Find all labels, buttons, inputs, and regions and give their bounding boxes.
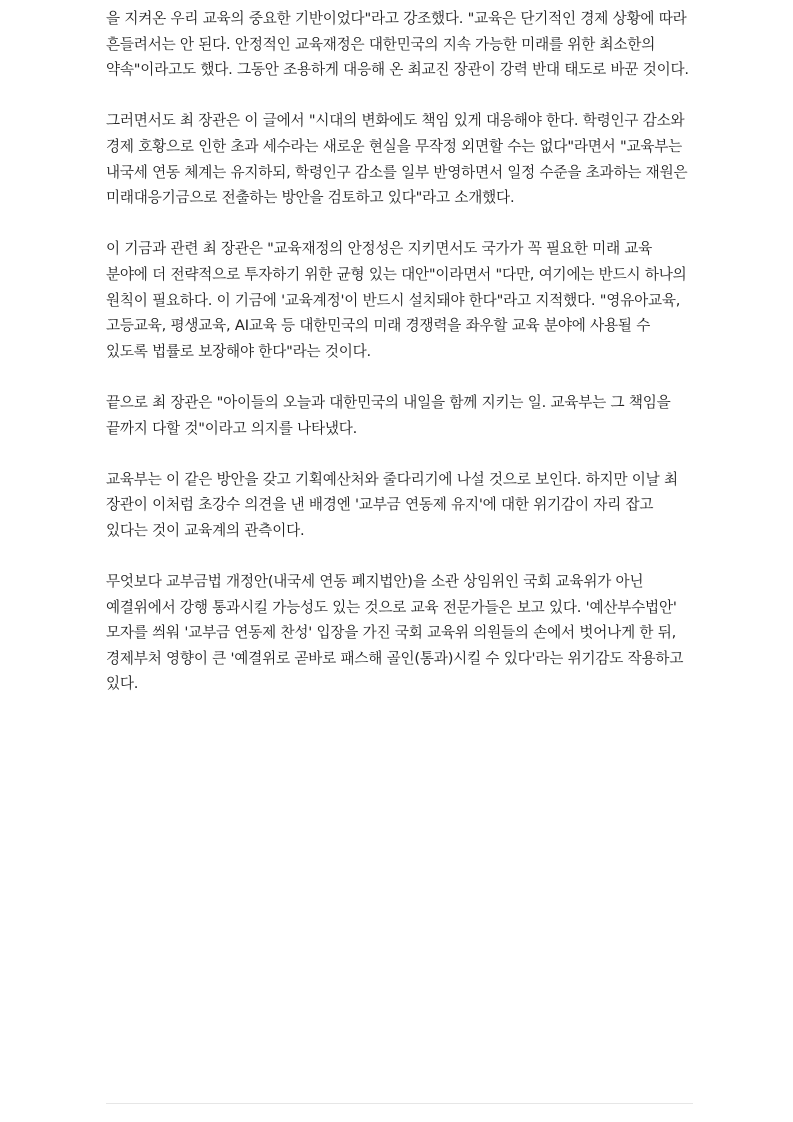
section-divider [106,1103,693,1104]
article-paragraph: 이 기금과 관련 최 장관은 "교육재정의 안정성은 지키면서도 국가가 꼭 필요한 미래 교육 분야에 더 전략적으로 투자하기 위한 균형 있는 대안"이라면서 "다만, 여기에는 반드시 하나의 원칙이 필요하다. 이 기금에 '교육계정'이 반드시 설치돼야 한다"라고 지적했다. "영유아교육, 고등교육, 평생교육, AI교육 등 대한민국의 미래 경쟁력을 좌우할 교육 분야에 사용될 수 있도록 법률로 보장해야 한다"라는 것이다. [106,240,687,360]
article-paragraph: 무엇보다 교부금법 개정안(내국세 연동 폐지법안)을 소관 상임위인 국회 교육위가 아닌 예결위에서 강행 통과시킬 가능성도 있는 것으로 교육 전문가들은 보고 있다. '예산부수법안' 모자를 씌워 '교부금 연동제 찬성' 입장을 가진 국회 교육위 의원들의 손에서 벗어나게 한 뒤, 경제부처 영향이 큰 '예결위로 곧바로 패스해 골인(통과)시킬 수 있다'라는 위기감도 작용하고 있다. [106,573,684,693]
article-paragraph: 을 지켜온 우리 교육의 중요한 기반이었다"라고 강조했다. "교육은 단기적인 경제 상황에 따라 흔들려서는 안 된다. 안정적인 교육재정은 대한민국의 지속 가능한 미래를 위한 최소한의 약속"이라고도 했다. 그동안 조용하게 대응해 온 최교진 장관이 강력 반대 태도로 바꾼 것이다. [106,10,689,79]
article-paragraph: 끝으로 최 장관은 "아이들의 오늘과 대한민국의 내일을 함께 지키는 일. 교육부는 그 책임을 끝까지 다할 것"이라고 의지를 나타냈다. [106,393,671,437]
article-body [106,6,696,723]
article-paragraph: 교육부는 이 같은 방안을 갖고 기획예산처와 줄다리기에 나설 것으로 보인다. 하지만 이날 최 장관이 이처럼 초강수 의견을 낸 배경엔 '교부금 연동제 유지'에 대한 위기감이 자리 잡고 있다는 것이 교육계의 관측이다. [106,470,678,539]
article-paragraph: 그러면서도 최 장관은 이 글에서 "시대의 변화에도 책임 있게 대응해야 한다. 학령인구 감소와 경제 호황으로 인한 초과 세수라는 새로운 현실을 무작정 외면할 수는 없다"라면서 "교육부는 내국세 연동 체계는 유지하되, 학령인구 감소를 일부 반영하면서 일정 수준을 초과하는 재원은 미래대응기금으로 전출하는 방안을 검토하고 있다"라고 소개했다. [106,112,688,207]
